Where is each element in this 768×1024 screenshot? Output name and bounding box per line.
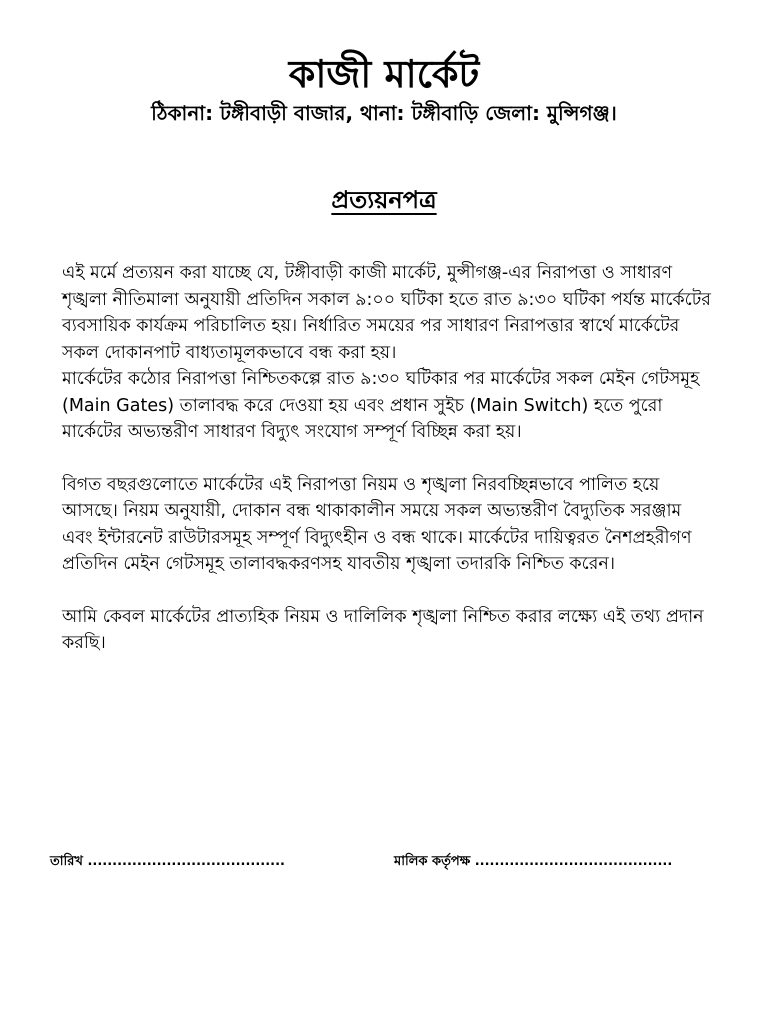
paragraph-gap bbox=[62, 578, 712, 604]
paragraph-3: বিগত বছরগুলোতে মার্কেটের এই নিরাপত্তা নিয়ম ও শৃঙ্খলা নিরবচ্ছিন্নভাবে পালিত হয়ে আসছে। নিয়ম অনুযায়ী, দোকান বন্ধ থাকাকালীন সময়ে সকল অভ্যন্তরীণ বৈদ্যুতিক সরঞ্জাম এবং ইন্টারনেট রাউটারসমূহ সম্পূর্ণ বিদ্যুৎহীন ও বন্ধ থাকে। মার্কেটের দায়িত্বরত নৈশপ্রহরীগণ প্রতিদিন মেইন গেটসমূহ তালাবদ্ধকরণসহ যাবতীয় শৃঙ্খলা তদারকি নিশ্চিত করেন। bbox=[62, 474, 692, 574]
market-address: ঠিকানা: টঙ্গীবাড়ী বাজার, থানা: টঙ্গীবাড়ি জেলা: মুন্সিগঞ্জ। bbox=[151, 101, 617, 125]
owner-authority-line: মালিক কর্তৃপক্ষ ........................................ bbox=[394, 854, 673, 869]
paragraph-gap bbox=[62, 446, 712, 472]
certificate-subject bbox=[0, 184, 768, 216]
paragraph-2: মার্কেটের কঠোর নিরাপত্তা নিশ্চিতকল্পে রাত ৯:৩০ ঘটিকার পর মার্কেটের সকল মেইন গেটসমূহ (Main Gates) তালাবদ্ধ করে দেওয়া হয় এবং প্রধান সুইচ (Main Switch) হতে পুরো মার্কেটের অভ্যন্তরীণ সাধারণ বিদ্যুৎ সংযোগ সম্পূর্ণ বিচ্ছিন্ন করা হয়। bbox=[62, 369, 700, 442]
paragraph-4: আমি কেবল মার্কেটের প্রাত্যহিক নিয়ম ও দালিলিক শৃঙ্খলা নিশ্চিত করার লক্ষ্যে এই তথ্য প্রদান করছি। bbox=[62, 606, 704, 653]
certificate-body bbox=[62, 260, 712, 657]
market-title: কাজী মার্কেট bbox=[288, 52, 480, 96]
paragraph-1: এই মর্মে প্রত্যয়ন করা যাচ্ছে যে, টঙ্গীবাড়ী কাজী মার্কেট, মুন্সীগঞ্জ-এর নিরাপত্তা ও সাধারণ শৃঙ্খলা নীতিমালা অনুযায়ী প্রতিদিন সকাল ৯:০০ ঘটিকা হতে রাত ৯:৩০ ঘটিকা পর্যন্ত মার্কেটের ব্যবসায়িক কার্যক্রম পরিচালিত হয়। নির্ধারিত সময়ের পর সাধারণ নিরাপত্তার স্বার্থে মার্কেটের সকল দোকানপাট বাধ্যতামূলকভাবে বন্ধ করা হয়। bbox=[62, 263, 711, 363]
date-line: তারিখ ........................................ bbox=[50, 854, 285, 869]
certificate-subject-text: প্রত্যয়নপত্র bbox=[331, 186, 437, 214]
